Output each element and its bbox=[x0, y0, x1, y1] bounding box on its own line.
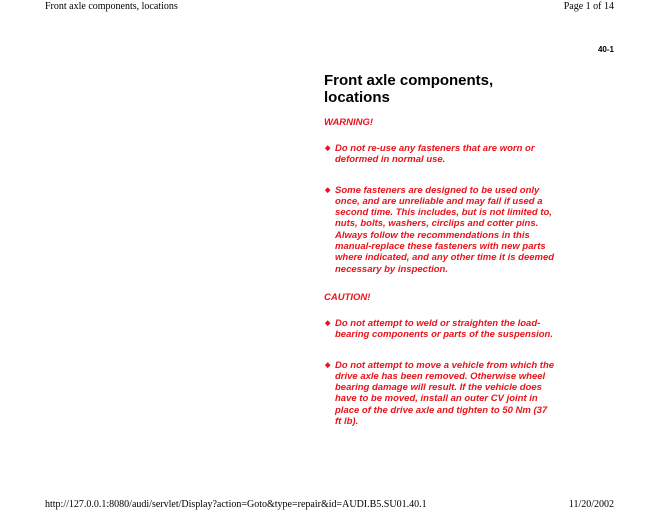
diamond-bullet-icon: ◆ bbox=[325, 319, 331, 327]
document-title: Front axle components, locations bbox=[324, 72, 494, 106]
diamond-bullet-icon: ◆ bbox=[325, 186, 331, 194]
caution-item bbox=[324, 360, 556, 428]
header-title: Front axle components, locations bbox=[45, 1, 178, 12]
footer-date: 11/20/2002 bbox=[568, 499, 614, 510]
diamond-bullet-icon: ◆ bbox=[325, 145, 331, 152]
warning-item bbox=[324, 185, 556, 275]
caution-item-text: Do not attempt to move a vehicle from which the drive axle has been removed. Otherwise wheel bearing damage will result. If the vehicle does have to be moved, install an outer CV joint in place of the drive axle and tighten to 50 Nm (37 ft lb). bbox=[335, 359, 555, 428]
warning-item-text: Some fasteners are designed to be used only once, and are unreliable and may fail if used a second time. This includes, but is not limited to, nuts, bolts, washers, circlips and cotter pins. Always follow the recommendations in this manual-replace these fasteners with new parts where indicated, and any other time it is deemed necessary by inspection. bbox=[335, 184, 555, 275]
warning-label: WARNING! bbox=[324, 117, 374, 128]
caution-item-text: Do not attempt to weld or straighten the load-bearing components or parts of the suspension. bbox=[335, 317, 553, 341]
section-page-number: 40-1 bbox=[597, 45, 614, 54]
warning-item bbox=[324, 143, 556, 166]
header-page-count: Page 1 of 14 bbox=[563, 1, 614, 12]
warning-item-text: Do not re-use any fasteners that are worn or deformed in normal use. bbox=[335, 143, 535, 166]
caution-list bbox=[324, 318, 556, 427]
footer-url[interactable]: http://127.0.0.1:8080/audi/servlet/Display?action=Goto&type=repair&id=AUDI.B5.SU01.40.1 bbox=[45, 499, 427, 510]
caution-label: CAUTION! bbox=[324, 291, 371, 303]
warning-list bbox=[324, 143, 556, 275]
diamond-bullet-icon: ◆ bbox=[325, 361, 331, 369]
document-content bbox=[324, 72, 556, 446]
caution-item bbox=[324, 318, 556, 341]
